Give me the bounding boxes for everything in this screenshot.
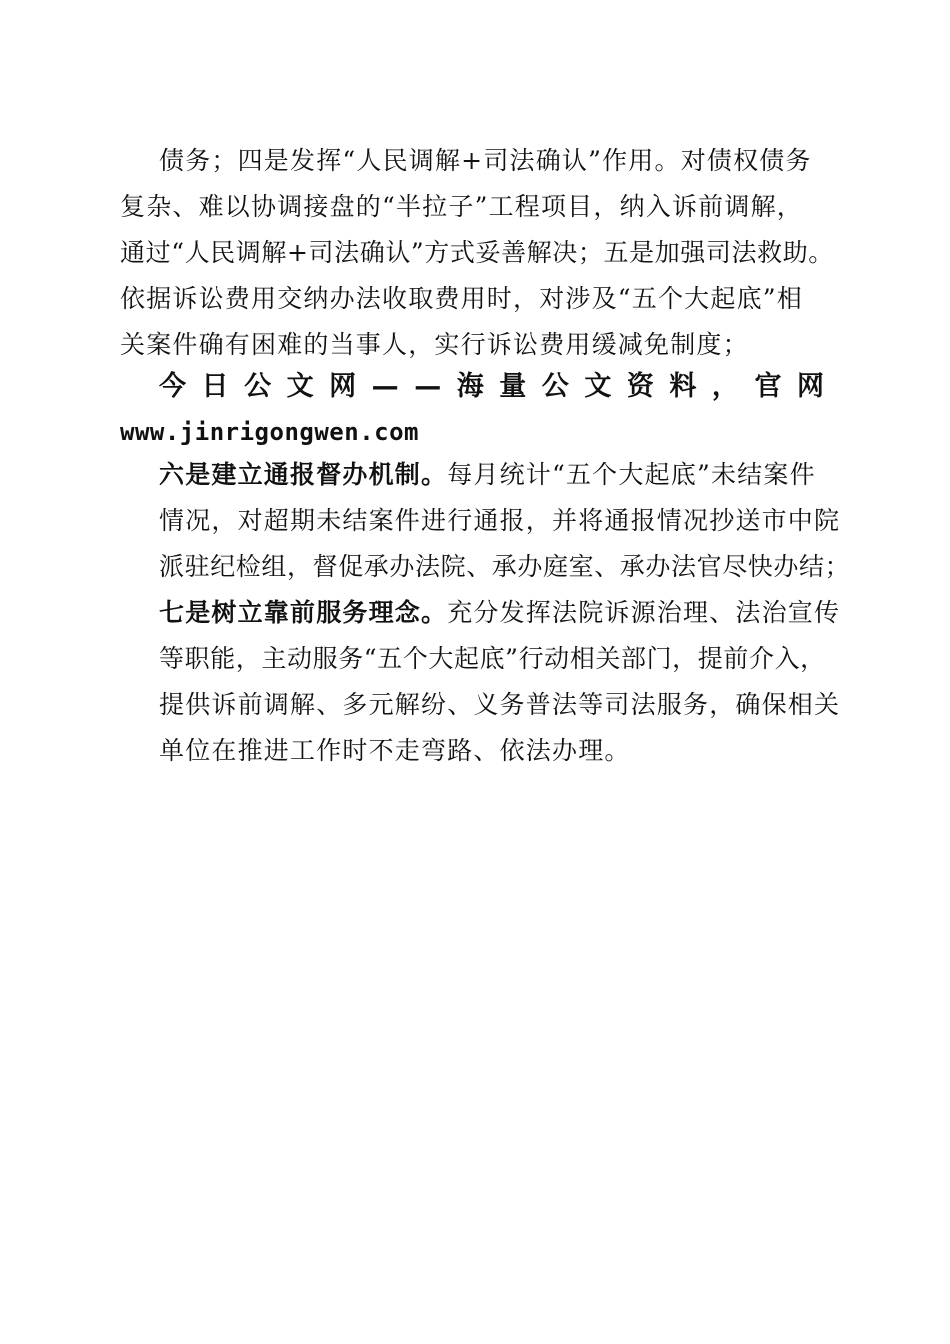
watermark-char: 今: [159, 371, 186, 402]
watermark-char: 公: [244, 371, 272, 402]
watermark-char: 日: [201, 371, 229, 402]
watermark-char: 文: [286, 371, 314, 402]
paragraph-line: 复杂、难以协调接盘的“半拉子”工程项目，纳入诉前调解，: [120, 192, 803, 221]
section-heading: 七是树立靠前服务理念。: [159, 598, 448, 627]
paragraph-line: 派驻纪检组，督促承办法院、承办庭室、承办法官尽快办结；: [159, 552, 851, 581]
paragraph-line: 单位在推进工作时不走弯路、依法办理。: [159, 736, 631, 765]
paragraph-line: 等职能，主动服务“五个大起底”行动相关部门，提前介入，: [159, 644, 826, 673]
paragraph-line: [159, 590, 840, 636]
watermark-char: 资: [626, 371, 654, 402]
paragraph-line: 通过“人民调解+司法确认”方式妥善解决；五是加强司法救助。: [120, 238, 834, 267]
watermark-banner: [159, 364, 824, 410]
paragraph-line: 关案件确有困难的当事人，实行诉讼费用缓减免制度；: [120, 330, 749, 359]
watermark-char: 公: [541, 371, 569, 402]
watermark-char: —: [371, 371, 399, 402]
paragraph-line: 提供诉前调解、多元解纷、义务普法等司法服务，确保相关: [159, 690, 841, 719]
watermark-char: 海: [456, 371, 484, 402]
watermark-char: 网: [329, 371, 357, 402]
paragraph-line: [159, 452, 816, 498]
watermark-char: 料: [669, 371, 697, 402]
paragraph-text: 充分发挥法院诉源治理、法治宣传: [447, 598, 841, 627]
watermark-url: www.jinrigongwen.com: [120, 418, 419, 446]
watermark-char: 网: [796, 371, 824, 402]
paragraph-text: 每月统计“五个大起底”未结案件: [447, 460, 816, 489]
watermark-char: 官: [754, 371, 782, 402]
paragraph-line: 情况，对超期未结案件进行通报，并将通报情况抄送市中院: [159, 506, 841, 535]
watermark-char: —: [414, 371, 442, 402]
watermark-char: 文: [584, 371, 612, 402]
watermark-char: 量: [499, 371, 527, 402]
paragraph-line: 债务；四是发挥“人民调解+司法确认”作用。对债权债务: [159, 146, 812, 175]
watermark-char: ，: [711, 371, 739, 402]
paragraph-line: 依据诉讼费用交纳办法收取费用时，对涉及“五个大起底”相: [120, 284, 803, 313]
section-heading: 六是建立通报督办机制。: [159, 460, 448, 489]
